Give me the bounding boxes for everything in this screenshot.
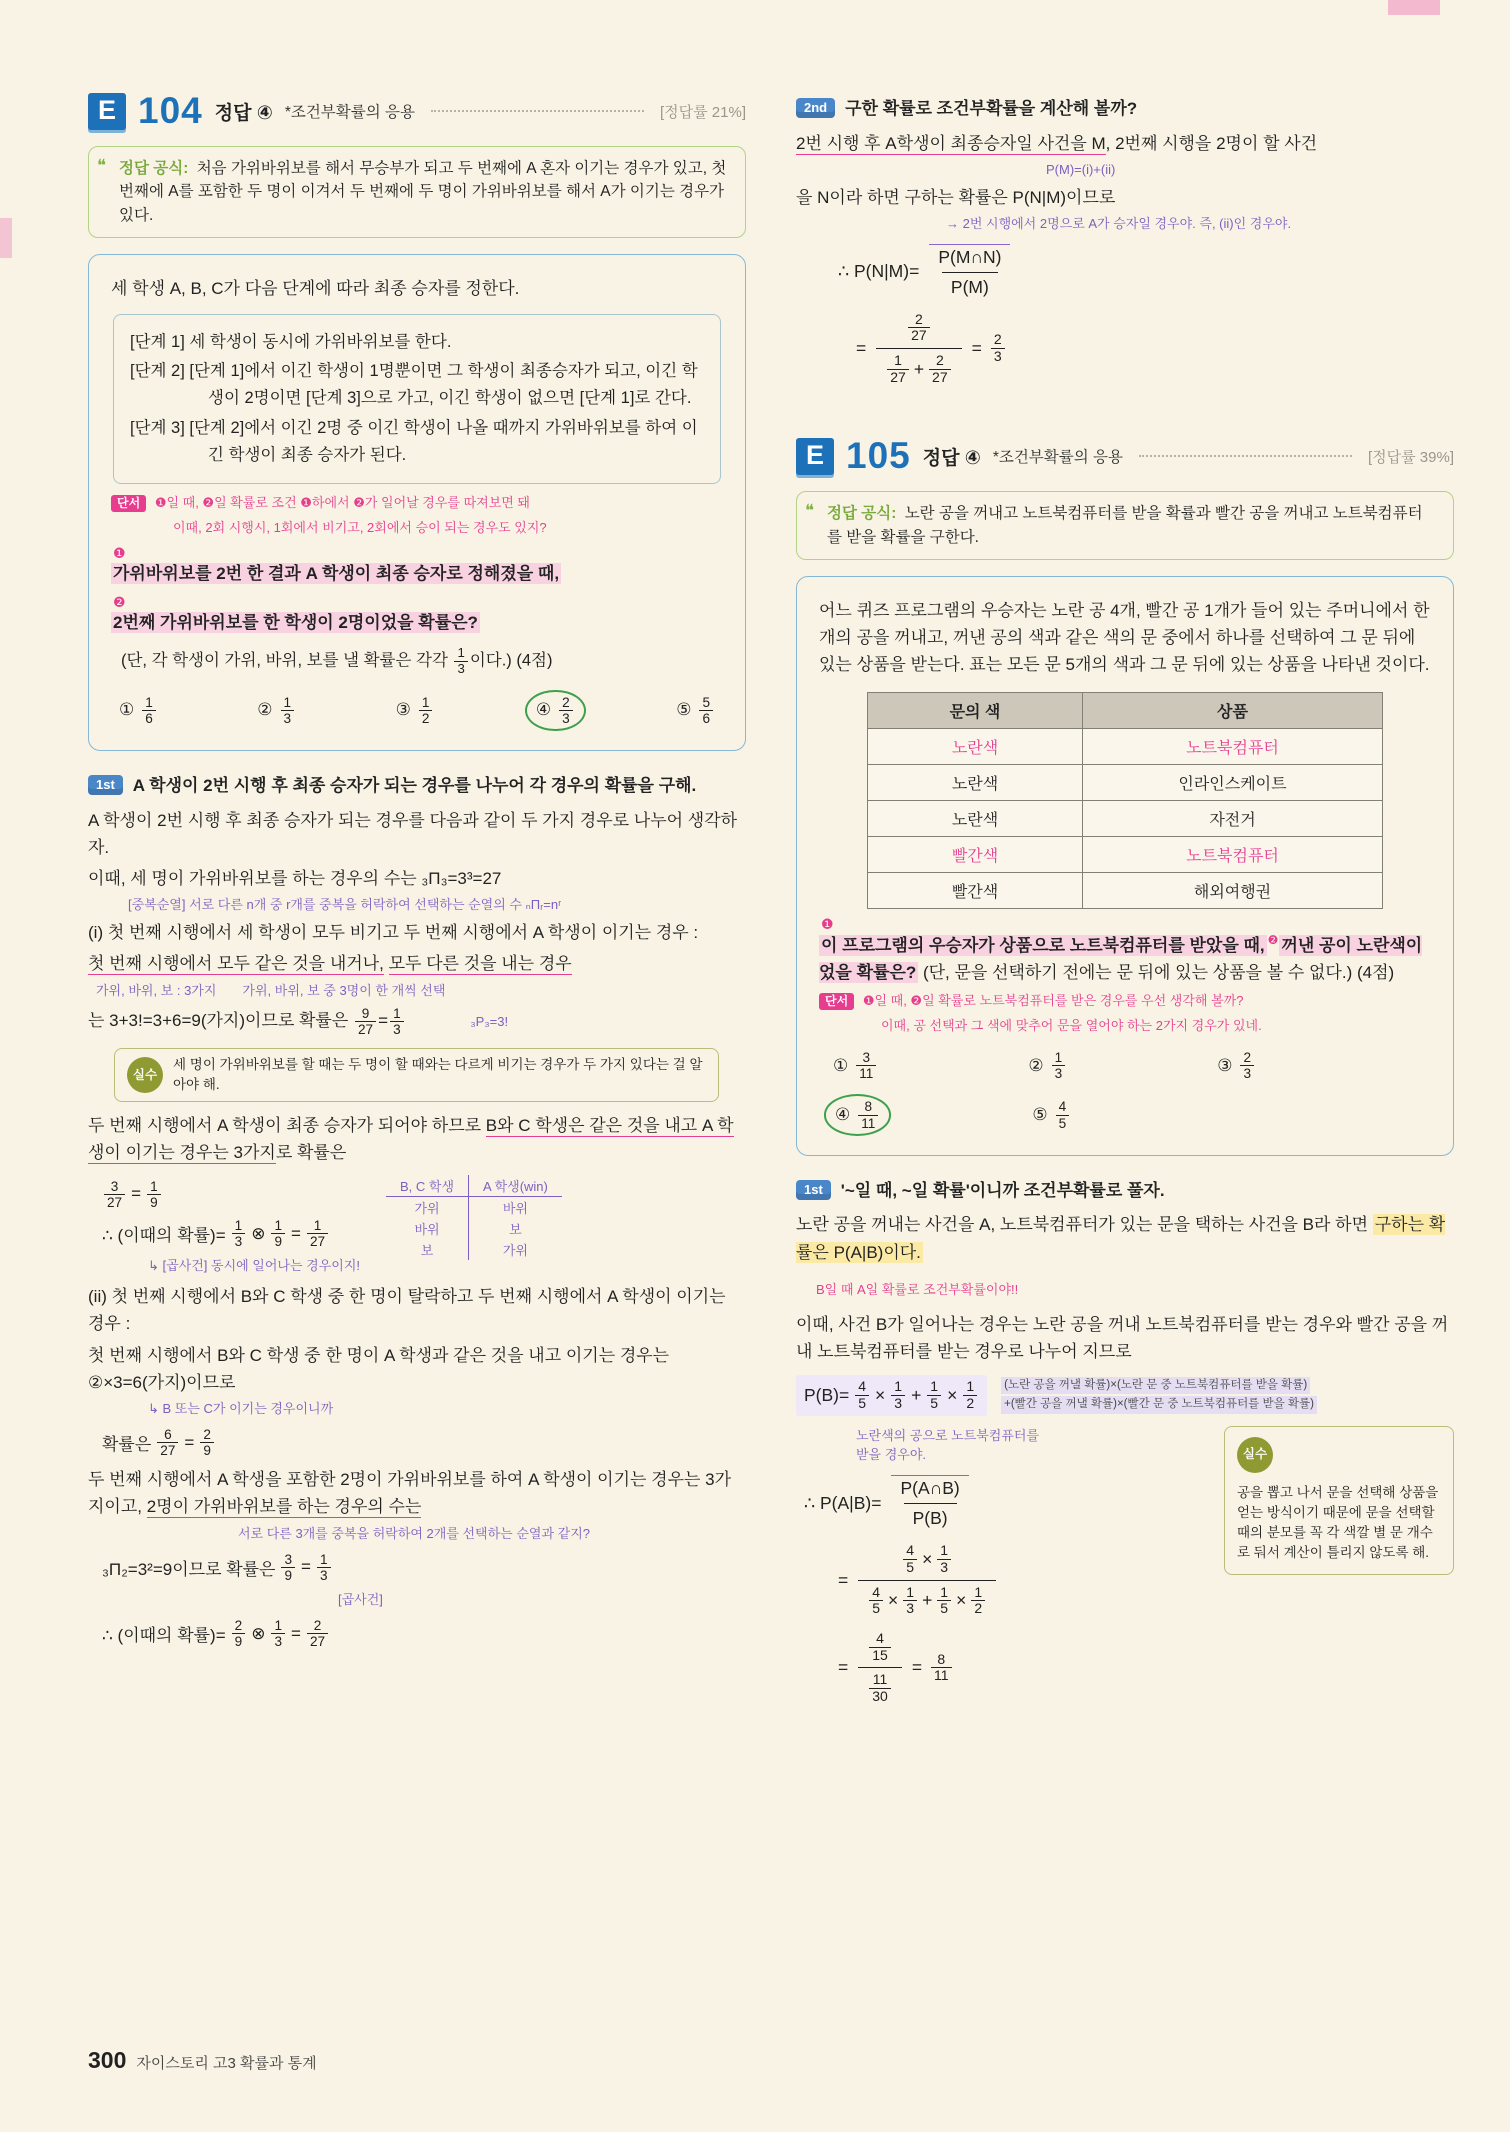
question-highlight: 가위바위보를 2번 한 결과 A 학생이 최종 승자로 정해졌을 때, <box>113 563 560 583</box>
quote-icon: ❝ <box>805 501 815 521</box>
prize-cell: 노트북컴퓨터 <box>1083 837 1383 873</box>
mini-table-cell: 바위 <box>469 1196 562 1218</box>
left-column <box>88 90 746 1717</box>
question-line <box>111 609 723 636</box>
purple-note: ↳ B 또는 C가 이기는 경우이니까 <box>148 1401 334 1416</box>
choice-option <box>1032 1097 1071 1132</box>
equals-sign: = <box>378 1011 389 1031</box>
equation-stack <box>88 1171 360 1278</box>
choice-number: ② <box>1028 1055 1044 1075</box>
answer-formula-box <box>796 491 1454 560</box>
choice-number: ④ <box>535 700 552 720</box>
choice-number: ④ <box>835 1105 851 1125</box>
fraction: $\frac{2}{27}$ <box>929 353 951 385</box>
e104-problem-box <box>88 254 746 751</box>
mistake-badge: 실수 <box>1237 1437 1273 1473</box>
fraction-numerator: P(A∩B) <box>891 1475 968 1503</box>
e104-header <box>88 90 746 132</box>
plus-sign: + <box>922 1590 933 1611</box>
hint-text: ❶일 때, ❷일 확률로 노트북컴퓨터를 받은 경우를 우선 생각해 볼까? <box>862 993 1244 1009</box>
fraction: $\frac{1}{2}$ <box>963 1379 977 1411</box>
fraction-denominator: P(M) <box>942 272 998 300</box>
fraction: $\frac{2}{3}$ <box>991 332 1005 364</box>
problem-intro: 세 학생 A, B, C가 다음 단계에 따라 최종 승자를 정한다. <box>111 278 520 298</box>
step-line: [단계 2] [단계 1]에서 이긴 학생이 1명뿐이면 그 학생이 최종승자가 되고, 이긴 학생이 2명이면 [단계 3]으로 가고, 이긴 학생이 없으면 [단계 1]로 간다. <box>130 362 698 408</box>
choice-option <box>396 693 435 728</box>
solution-paragraph: A 학생이 2번 시행 후 최종 승자가 되는 경우를 다음과 같이 두 가지 경우로 나누어 생각하자. <box>88 810 738 857</box>
door-color-cell: 빨간색 <box>868 837 1083 873</box>
mistake-text: 세 명이 가위바위보를 할 때는 두 명이 할 때와는 다르게 비기는 경우가 두 가지 있다는 걸 알아야 해. <box>173 1056 703 1092</box>
purple-note: 노란색의 공으로 노트북컴퓨터를 <box>856 1427 1040 1443</box>
underlined-phrase: 2번 시행 후 A학생이 최종승자일 사건을 M <box>796 133 1106 153</box>
mini-table-cell: 보 <box>420 1242 434 1258</box>
purple-note: 받을 경우야. <box>856 1447 927 1463</box>
mini-table-cell: 바위 <box>414 1221 440 1237</box>
mini-table-cell: 가위 <box>469 1239 562 1260</box>
purple-note: → 2번 시행에서 2명으로 A가 승자일 경우야. 즉, (ii)인 경우야. <box>946 215 1292 231</box>
fraction: $\frac{1}{9}$ <box>147 1179 161 1210</box>
choice-number: ① <box>119 700 135 720</box>
equation-text: ∴ (이때의 확률)= <box>102 1626 226 1645</box>
solution-equation-line <box>102 1427 746 1458</box>
choice-option <box>833 1050 878 1081</box>
table-header-door-color: 문의 색 <box>868 693 1083 729</box>
choice-fraction: 1 6 <box>142 695 156 726</box>
equals-sign: = <box>301 1557 311 1577</box>
fraction-denominator <box>876 348 961 387</box>
solution-paragraph: 이때, 사건 B가 일어나는 경우는 노란 공을 꺼내 노트북컴퓨터를 받는 경우와 빨간 공을 꺼내 노트북컴퓨터를 받는 경우로 나누어 지므로 <box>796 1314 1449 1361</box>
choice-number: ② <box>257 700 273 720</box>
equals-sign: = <box>131 1184 142 1204</box>
answer-choices <box>119 693 715 728</box>
choice-fraction: 2 3 <box>559 695 573 726</box>
big-fraction <box>858 1629 902 1707</box>
equation-and-mistake-row <box>796 1426 1454 1717</box>
pb-equation-row <box>796 1375 1454 1415</box>
calculation-equation <box>856 310 1454 388</box>
formula-text: 노란 공을 꺼내고 노트북컴퓨터를 받을 확률과 빨간 공을 꺼내고 노트북컴퓨터를 받을 확률을 구한다. <box>827 505 1423 546</box>
fraction: $\frac{1}{3}$ <box>317 1552 331 1583</box>
solution-paragraph: 을 N이라 하면 구하는 확률은 P(N|M)이므로 <box>796 187 1116 207</box>
hint-note <box>111 494 723 513</box>
pb-equation <box>796 1375 987 1415</box>
table-row <box>868 837 1383 873</box>
question-marker-2: ❷ <box>113 593 126 610</box>
fraction: $\frac{2}{9}$ <box>200 1427 214 1458</box>
purple-note: [중복순열] 서로 다른 n개 중 r개를 중복을 허락하여 선택하는 순열의 수 ₙΠᵣ=nʳ <box>128 897 562 913</box>
condition-fraction: $\frac{1}{3}$ <box>454 646 467 677</box>
mistake-text: 공을 뽑고 나서 문을 선택해 상품을 얻는 방식이기 때문에 문을 선택할 때의 분모를 꼭 각 색깔 별 문 개수로 둬서 계산이 틀리지 않도록 해. <box>1237 1484 1439 1561</box>
fraction: $\frac{1}{3}$ <box>390 1006 404 1037</box>
problem-topic: *조건부확률의 응용 <box>992 449 1123 467</box>
equation-text: ₃Π₂=3²=9이므로 확률은 <box>102 1559 276 1579</box>
equals-sign: = <box>838 1569 849 1590</box>
door-prize-table <box>867 692 1383 909</box>
equals-sign: = <box>911 1657 923 1678</box>
purple-note: 가위, 바위, 보 중 3명이 한 개씩 선택 <box>242 983 446 999</box>
choice-option <box>257 693 296 728</box>
annotation-row <box>96 981 746 1002</box>
fraction-denominator: P(B) <box>904 1503 957 1531</box>
solution-equation-line <box>102 1618 746 1649</box>
choice-option <box>676 693 715 728</box>
fraction: 2 27 <box>908 312 930 344</box>
solution-paragraph <box>796 130 1454 157</box>
fraction: $\frac{1}{5}$ <box>937 1585 951 1617</box>
formula-title: 정답 공식: <box>119 160 189 177</box>
hint-note <box>173 519 723 538</box>
fraction: $\frac{3}{9}$ <box>281 1552 295 1583</box>
hint-text: ❶일 때, ❷일 확률로 조건 ❶하에서 ❷가 일어날 경우를 따져보면 돼 <box>154 495 530 511</box>
purple-note: 가위, 바위, 보 : 3가지 <box>96 983 217 999</box>
mistake-callout <box>114 1048 719 1103</box>
table-header-prize: 상품 <box>1083 693 1383 729</box>
annotation-line: +(빨간 공을 꺼낼 확률)×(빨간 문 중 노트북컴퓨터를 받을 확률) <box>1001 1396 1317 1413</box>
steps-box <box>113 314 721 484</box>
fraction-denominator <box>858 1667 902 1706</box>
big-fraction <box>929 244 1010 300</box>
equation-stack <box>796 1426 1198 1717</box>
equation-text: ∴ P(A|B)= <box>804 1492 882 1513</box>
choice-option <box>119 693 158 728</box>
times-sign: × <box>947 1384 958 1405</box>
fraction: $\frac{4}{5}$ <box>855 1379 869 1411</box>
fraction: 11 30 <box>869 1672 891 1704</box>
yellow-highlight: 구하는 확률은 P(A|B)이다. <box>796 1215 1446 1262</box>
mini-table-header: B, C 학생 <box>386 1175 469 1197</box>
question-marker-1: ❶ <box>821 916 834 933</box>
magenta-note: B일 때 A일 확률로 조건부확률이야!! <box>816 1281 1019 1297</box>
step-badge-2nd: 2nd <box>796 98 835 118</box>
equals-sign: = <box>971 337 982 358</box>
quote-icon: ❝ <box>97 156 107 175</box>
page-number: 300 <box>88 2047 127 2073</box>
answer-rate: [정답률 21%] <box>660 103 746 121</box>
fraction: $\frac{6}{27}$ <box>157 1427 178 1458</box>
big-fraction <box>891 1475 968 1531</box>
question-marker-1: ❶ <box>113 544 126 561</box>
hint-note <box>819 992 1431 1011</box>
condition-text: (단, 문을 선택하기 전에는 문 뒤에 있는 상품을 볼 수 없다.) (4점) <box>918 963 1395 983</box>
answer-formula-box <box>88 146 746 238</box>
condition-line <box>121 646 723 677</box>
step-badge-1st: 1st <box>88 775 123 795</box>
page-corner-decoration <box>1388 0 1440 15</box>
solution-equation-line <box>88 1006 746 1037</box>
equals-sign: = <box>856 337 867 358</box>
annotation-line: (노란 공을 꺼낼 확률)×(노란 문 중 노트북컴퓨터를 받을 확률) <box>1001 1377 1310 1394</box>
step-line: [단계 1] 세 학생이 동시에 가위바위보를 한다. <box>130 332 452 351</box>
solution-paragraph <box>88 1112 746 1166</box>
pb-annotation <box>1001 1376 1454 1415</box>
purple-note: ↳ [곱사건] 동시에 일어나는 경우이지! <box>148 1258 360 1274</box>
e105-problem-box <box>796 576 1454 1156</box>
fraction-numerator <box>858 1629 902 1667</box>
dotted-divider <box>431 110 644 112</box>
mini-table-cell: 가위 <box>414 1200 440 1216</box>
solution-step-header <box>796 96 1454 122</box>
fraction-denominator <box>858 1580 996 1619</box>
mini-table-cell: 보 <box>469 1218 562 1239</box>
choice-number: ③ <box>395 700 411 720</box>
rps-mini-table <box>386 1175 562 1260</box>
answer-choices <box>833 1050 1423 1081</box>
mistake-badge: 실수 <box>127 1057 163 1093</box>
hint-badge: 단서 <box>819 993 854 1010</box>
dotted-divider <box>1139 455 1352 457</box>
fraction: 4 15 <box>869 1631 891 1663</box>
solution-step-header <box>796 1178 1454 1204</box>
fraction: $\frac{4}{5}$ <box>903 1543 917 1575</box>
choice-option <box>1217 1050 1256 1081</box>
solution-step-title: 구한 확률로 조건부확률을 계산해 볼까? <box>845 99 1138 118</box>
purple-note: P(M)=(i)+(ii) <box>1046 161 1116 177</box>
book-title: 자이스토리 고3 확률과 통계 <box>136 2055 317 2072</box>
choice-number: ⑤ <box>1032 1105 1048 1125</box>
condition-text: 이다.) (4점) <box>469 651 553 670</box>
solution-equation-line <box>102 1218 360 1249</box>
underlined-phrase: 2명이 가위바위보를 하는 경우의 수는 <box>146 1497 422 1517</box>
solution-paragraph: 이때, 세 명이 가위바위보를 하는 경우의 수는 ₃Π₃=3³=27 <box>88 868 502 888</box>
page-side-decoration <box>0 218 12 258</box>
choice-option-correct <box>525 690 586 731</box>
hint-text: 이때, 공 선택과 그 색에 맞추어 문을 열어야 하는 2가지 경우가 있네. <box>881 1018 1262 1034</box>
fraction: $\frac{1}{9}$ <box>271 1218 285 1249</box>
answer-rate: [정답률 39%] <box>1368 448 1454 466</box>
times-sign: × <box>956 1590 967 1611</box>
e104-solution <box>88 773 746 1649</box>
table-row <box>868 801 1383 837</box>
problem-e-badge: E <box>796 438 834 475</box>
equals-sign: = <box>838 1657 849 1678</box>
times-sign: × <box>922 1548 933 1569</box>
fraction: $\frac{1}{3}$ <box>891 1379 905 1411</box>
solution-equation-line <box>102 1552 746 1583</box>
big-fraction <box>876 310 961 388</box>
problem-text: 어느 퀴즈 프로그램의 우승자는 노란 공 4개, 빨간 공 1개가 들어 있는 주머니에서 한 개의 공을 꺼내고, 꺼낸 공의 색과 같은 색의 문 중에서 하나를 선택하여 그 문 뒤에 있는 상품을 받는다. 표는 모든 문 5개의 색과 그 문 뒤에 있는 상품을 나타낸 것이다. <box>819 600 1430 675</box>
table-row <box>868 873 1383 909</box>
mini-table-header: A 학생(win) <box>469 1175 562 1197</box>
choice-fraction: 1 2 <box>419 695 433 726</box>
e105-solution <box>796 1178 1454 1717</box>
e104-solution-2nd <box>796 96 1454 387</box>
problem-number: 104 <box>138 90 203 131</box>
solution-paragraph: 첫 번째 시행에서 B와 C 학생 중 한 명이 A 학생과 같은 것을 내고 이기는 경우는 ②×3=6(가지)이므로 <box>88 1345 670 1392</box>
case-heading: (i) 첫 번째 시행에서 세 학생이 모두 비기고 두 번째 시행에서 A 학생이 이기는 경우 : <box>88 923 699 942</box>
fraction: $\frac{1}{5}$ <box>927 1379 941 1411</box>
equation-text: 확률은 <box>102 1435 152 1455</box>
equation-text: ∴ P(N|M)= <box>838 261 920 282</box>
equation-text: 는 3+3!=3+6=9(가지)이므로 확률은 <box>88 1011 353 1031</box>
solution-step-header <box>88 773 746 799</box>
product-symbol: ⊗ <box>251 1623 266 1643</box>
choice-option-correct <box>824 1094 891 1135</box>
page-footer <box>88 2047 317 2074</box>
step-badge-1st: 1st <box>796 1180 831 1200</box>
paragraph-text: 두 번째 시행에서 A 학생이 최종 승자가 되어야 하므로 <box>88 1116 486 1136</box>
problem-e-badge: E <box>88 93 126 130</box>
door-color-cell: 노란색 <box>868 765 1083 801</box>
problem-topic: *조건부확률의 응용 <box>284 104 415 121</box>
equals-sign: = <box>291 1623 301 1643</box>
solution-paragraph <box>796 1211 1454 1265</box>
case-heading: (ii) 첫 번째 시행에서 B와 C 학생 중 한 명이 탈락하고 두 번째 시행에서 A 학생이 이기는 경우 : <box>88 1287 726 1334</box>
conditional-probability-equation <box>838 244 1454 300</box>
underlined-phrase: B와 C 학생은 같은 것을 내고 A 학생이 이기는 경우는 3가지 <box>88 1116 734 1163</box>
paragraph-text: 로 확률은 <box>275 1143 347 1163</box>
formula-text: 처음 가위바위보를 해서 무승부가 되고 두 번째에 A 혼자 이기는 경우가 있고, 첫 번째에 A를 포함한 두 명이 이겨서 두 번째에 두 명이 가위바위보를 해서 A가 이기는 경우가 있다. <box>119 160 727 224</box>
choice-option <box>1028 1050 1067 1081</box>
choice-number: ① <box>833 1055 849 1075</box>
choice-fraction: 8 11 <box>858 1099 878 1130</box>
answer-choices <box>833 1097 1423 1132</box>
times-sign: × <box>888 1590 899 1611</box>
fraction: $\frac{1}{3}$ <box>903 1585 917 1617</box>
equation-text: P(B)= <box>804 1384 850 1405</box>
choice-fraction: 1 3 <box>281 695 295 726</box>
problem-answer: 정답 ④ <box>922 447 981 469</box>
fraction: $\frac{2}{9}$ <box>232 1618 246 1649</box>
table-row <box>868 765 1383 801</box>
hint-badge: 단서 <box>111 495 146 512</box>
fraction: $\frac{4}{5}$ <box>869 1585 883 1617</box>
solution-step-title: A 학생이 2번 시행 후 최종 승자가 되는 경우를 나누어 각 경우의 확률을 구해. <box>132 776 697 796</box>
conditional-probability-equation <box>804 1475 1198 1531</box>
choice-fraction: 5 6 <box>699 695 713 726</box>
fraction: $\frac{3}{27}$ <box>104 1179 125 1210</box>
paragraph-text: 두 번째 시행에서 A 학생을 포함한 2명이 가위바위보를 하여 A 학생이 이기는 경우는 3가지이고, <box>88 1470 732 1517</box>
solution-step-title: '~일 때, ~일 확률'이니까 조건부확률로 풀자. <box>840 1180 1165 1200</box>
problem-number: 105 <box>846 435 911 477</box>
fraction: $\frac{1}{27}$ <box>307 1218 328 1249</box>
choice-fraction: 4 5 <box>1056 1099 1070 1130</box>
question-line <box>111 560 723 587</box>
times-sign: × <box>875 1384 886 1405</box>
prize-cell: 노트북컴퓨터 <box>1083 729 1383 765</box>
purple-note: 서로 다른 3개를 중복을 허락하여 2개를 선택하는 순열과 같지? <box>238 1525 590 1541</box>
fraction: $\frac{2}{27}$ <box>307 1618 328 1649</box>
solution-paragraph <box>88 1466 746 1520</box>
fraction-numerator <box>892 1541 962 1579</box>
fraction: $\frac{1}{3}$ <box>232 1218 246 1249</box>
step-line: [단계 3] [단계 2]에서 이긴 2명 중 이긴 학생이 나올 때까지 가위바위보를 하여 이긴 학생이 최종 승자가 된다. <box>130 418 698 464</box>
fraction: $\frac{1}{3}$ <box>937 1543 951 1575</box>
underlined-phrase: 첫 번째 시행에서 모두 같은 것을 내거나, <box>88 954 384 974</box>
right-column <box>796 90 1454 1717</box>
solution-equation-line <box>102 1179 360 1210</box>
condition-text: (단, 각 학생이 가위, 바위, 보를 낼 확률은 각각 <box>121 651 453 670</box>
table-row <box>868 729 1383 765</box>
question-line <box>819 931 1431 986</box>
prize-cell: 인라인스케이트 <box>1083 765 1383 801</box>
equals-sign: = <box>291 1223 301 1243</box>
question-highlight: 2번째 가위바위보를 한 학생이 2명이었을 확률은? <box>113 612 478 632</box>
equation-text: ∴ (이때의 확률)= <box>102 1226 226 1246</box>
equation-and-table-row <box>88 1171 746 1278</box>
e105-header <box>796 435 1454 477</box>
door-color-cell: 빨간색 <box>868 873 1083 909</box>
fraction-numerator: P(M∩N) <box>929 244 1010 272</box>
fraction: 1 27 <box>887 353 909 385</box>
fraction: $\frac{9}{27}$ <box>355 1006 376 1037</box>
question-highlight: 꺼낸 공이 노란색이었을 확률은? <box>819 935 1423 983</box>
paragraph-text: , 2번째 시행을 2명이 할 사건 <box>1105 133 1318 153</box>
choice-fraction: 3 11 <box>856 1050 876 1081</box>
plus-sign: + <box>911 1384 922 1405</box>
underlined-phrase: 모두 다른 것을 내는 경우 <box>388 954 572 974</box>
choice-fraction: 2 3 <box>1240 1050 1254 1081</box>
fraction: $\frac{1}{2}$ <box>971 1585 985 1617</box>
choice-number: ⑤ <box>676 700 692 720</box>
purple-note: [곱사건] <box>338 1591 383 1607</box>
choice-fraction: 1 3 <box>1052 1050 1066 1081</box>
door-color-cell: 노란색 <box>868 801 1083 837</box>
big-fraction <box>858 1541 996 1619</box>
product-symbol: ⊗ <box>251 1223 266 1243</box>
calculation-equation <box>838 1629 1198 1707</box>
door-color-cell: 노란색 <box>868 729 1083 765</box>
prize-cell: 해외여행권 <box>1083 873 1383 909</box>
purple-note: ₃P₃=3! <box>470 1014 509 1030</box>
fraction: $\frac{1}{3}$ <box>271 1618 285 1649</box>
problem-answer: 정답 ④ <box>214 102 273 124</box>
equals-sign: = <box>184 1432 195 1452</box>
prize-cell: 자전거 <box>1083 801 1383 837</box>
calculation-equation <box>838 1541 1198 1619</box>
formula-title: 정답 공식: <box>827 505 897 523</box>
fraction: $\frac{8}{11}$ <box>931 1652 952 1684</box>
fraction-numerator <box>897 310 941 348</box>
solution-paragraph <box>88 950 746 977</box>
choice-number: ③ <box>1217 1055 1233 1075</box>
mistake-callout <box>1224 1426 1454 1575</box>
hint-note <box>881 1017 1431 1036</box>
hint-text: 이때, 2회 시행시, 1회에서 비기고, 2회에서 승이 되는 경우도 있지? <box>173 519 547 535</box>
question-highlight: 이 프로그램의 우승자가 상품으로 노트북컴퓨터를 받았을 때, <box>821 935 1265 955</box>
paragraph-text: 노란 공을 꺼내는 사건을 A, 노트북컴퓨터가 있는 문을 택하는 사건을 B라 하면 <box>796 1215 1373 1235</box>
plus-sign: + <box>913 358 925 379</box>
question-marker-2: ❷ <box>1267 933 1279 948</box>
